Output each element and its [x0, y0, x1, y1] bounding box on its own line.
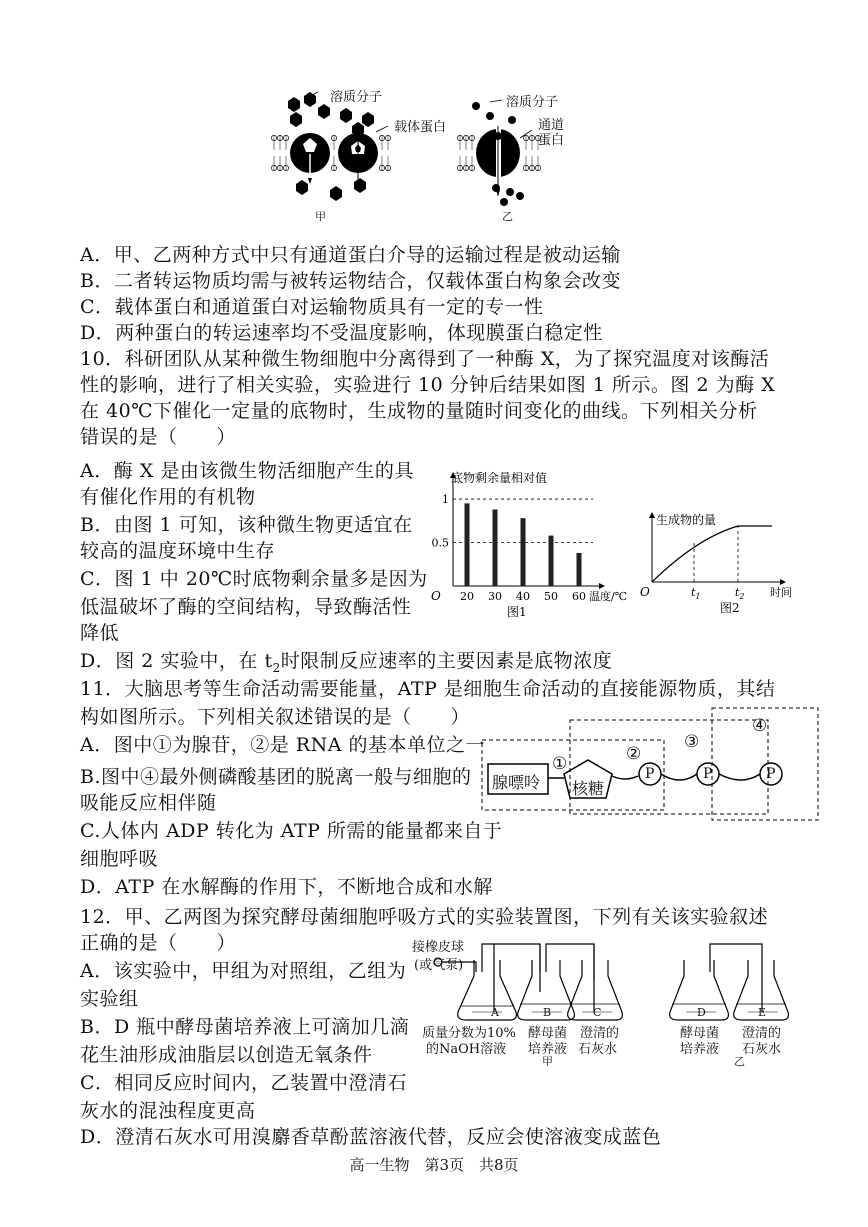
label-yi: 乙 — [502, 210, 513, 223]
atp-marker-2: ② — [626, 744, 642, 764]
q11-option-d: D．ATP 在水解酶的作用下，不断地合成和水解 — [80, 876, 493, 898]
fig1-bar — [577, 553, 582, 586]
q11-option-a: A．图中①为腺苷，②是 RNA 的基本单位之一 — [80, 734, 485, 756]
q10-option-c-3: 降低 — [80, 622, 120, 644]
q12-option-a-1: A．该实验中，甲组为对照组，乙组为 — [80, 960, 407, 982]
q12-stem-2: 正确的是（ ） — [80, 932, 237, 954]
atp-adenine-label: 腺嘌呤 — [492, 773, 541, 792]
q11-option-b-1: B.图中④最外侧磷酸基团的脱离一般与细胞的 — [80, 766, 472, 788]
q12-option-c-2: 灰水的混浊程度更高 — [80, 1100, 256, 1122]
fig1-x-tick-label: 30 — [488, 590, 502, 603]
q11-option-c-2: 细胞呼吸 — [80, 848, 159, 870]
figure-2-chart — [640, 510, 800, 620]
atp-marker-3: ③ — [684, 732, 700, 752]
figure-1-chart — [425, 468, 628, 619]
label-channel-1: 通道 — [538, 118, 565, 133]
fig2-x-tick-t1: $t_1$ — [691, 586, 701, 601]
q10-option-d-post: 时限制反应速率的主要因素是底物浓度 — [280, 650, 613, 672]
q10-option-a-1: A．酶 X 是由该微生物活细胞产生的具 — [80, 460, 414, 482]
q11-stem-1: 11．大脑思考等生命活动需要能量，ATP 是细胞生命活动的直接能源物质，其结 — [80, 678, 776, 700]
flask-d-label-1: 酵母菌 — [680, 1026, 720, 1041]
flask-b-label-1: 酵母菌 — [528, 1026, 568, 1041]
fig1-y-tick-label: 0.5 — [431, 536, 449, 550]
q9-option-a: A．甲、乙两种方式中只有通道蛋白介导的运输过程是被动运输 — [80, 244, 621, 266]
yeast-apparatus-figure — [412, 932, 792, 1072]
q10-option-d-pre: D．图 2 实验中，在 t — [80, 650, 273, 672]
q12-stem-1: 12．甲、乙两图为探究酵母菌细胞呼吸方式的实验装置图，下列有关该实验叙述 — [80, 906, 769, 928]
q12-option-b-2: 花生油形成油脂层以创造无氧条件 — [80, 1044, 373, 1066]
fig1-bar — [465, 503, 470, 586]
flask-d-letter: D — [697, 1006, 706, 1019]
q10-option-a-2: 有催化作用的有机物 — [80, 486, 256, 508]
q10-option-b-2: 较高的温度环境中生存 — [80, 540, 276, 562]
fig2-y-axis-label: 生成物的量 — [656, 513, 717, 527]
label-solute-jia: 溶质分子 — [330, 90, 383, 105]
q11-stem-2: 构如图所示。下列相关叙述错误的是（ ） — [80, 706, 471, 728]
fig1-bar — [521, 518, 526, 586]
fig2-title: 图2 — [720, 601, 740, 615]
flask-a-label-1: 质量分数为10% — [422, 1026, 516, 1041]
q10-stem-1: 10．科研团队从某种微生物细胞中分离得到了一种酶 X，为了探究温度对该酶活 — [80, 348, 770, 370]
q9-option-b: B．二者转运物质均需与被转运物结合，仅载体蛋白构象会改变 — [80, 270, 621, 292]
atp-ribose-label: 核糖 — [572, 779, 605, 798]
flask-c-letter: C — [593, 1006, 602, 1019]
atp-phosphate-3: P — [766, 766, 776, 782]
fig1-bar — [493, 509, 498, 586]
fig2-x-axis-label: 时间 — [770, 586, 792, 599]
flask-a-letter: A — [491, 1006, 499, 1019]
flask-e-label-2: 石灰水 — [742, 1042, 782, 1057]
flask-b-label-2: 培养液 — [528, 1042, 568, 1057]
fig1-y-tick-label: 1 — [442, 493, 449, 507]
label-carrier-protein: 载体蛋白 — [394, 120, 447, 135]
q12-option-c-1: C．相同反应时间内，乙装置中澄清石 — [80, 1072, 408, 1094]
q11-option-c-1: C.人体内 ADP 转化为 ATP 所需的能量都来自于 — [80, 820, 503, 842]
fig2-x-arrow — [780, 579, 786, 585]
flask-e-letter: E — [758, 1006, 767, 1019]
q9-option-c: C．载体蛋白和通道蛋白对运输物质具有一定的专一性 — [80, 296, 544, 318]
q9-option-d: D．两种蛋白的转运速率均不受温度影响，体现膜蛋白稳定性 — [80, 322, 603, 344]
q10-stem-2: 性的影响，进行了相关实验，实验进行 10 分钟后结果如图 1 所示。图 2 为酶 X — [80, 374, 776, 396]
fig1-x-tick-label: 50 — [544, 590, 558, 603]
fig1-bar — [549, 536, 554, 586]
q10-stem-3: 在 40℃下催化一定量的底物时，生成物的量随时间变化的曲线。下列相关分析 — [80, 400, 758, 422]
flask-c-label-2: 石灰水 — [578, 1042, 618, 1057]
flask-d-label-2: 培养液 — [680, 1042, 720, 1057]
q10-option-d-sub: 2 — [272, 660, 281, 675]
label-solute-yi: 溶质分子 — [506, 95, 559, 110]
q12-option-d: D．澄清石灰水可用溴麝香草酚蓝溶液代替，反应会使溶液变成蓝色 — [80, 1126, 662, 1148]
q10-stem-4: 错误的是（ ） — [80, 426, 237, 448]
fig1-x-tick-label: 20 — [460, 590, 474, 603]
flask-e-label-1: 澄清的 — [742, 1026, 782, 1041]
fig2-curve — [652, 526, 772, 582]
q10-option-b-1: B．由图 1 可知，该种微生物更适宜在 — [80, 514, 413, 536]
q11-option-b-2: 吸能反应相伴随 — [80, 792, 217, 814]
bulb-label-2: (或气泵) — [414, 958, 464, 973]
fig1-y-axis-label: 底物剩余量相对值 — [451, 471, 548, 485]
fig1-x-tick-label: 40 — [516, 590, 530, 603]
fig2-y-arrow — [649, 512, 655, 518]
q12-option-b-1: B．D 瓶中酵母菌培养液上可滴加几滴 — [80, 1016, 410, 1038]
q10-option-c-2: 低温破坏了酶的空间结构，导致酶活性 — [80, 596, 412, 618]
apparatus-jia-label: 甲 — [542, 1055, 553, 1068]
membrane-figure — [270, 86, 600, 226]
atp-marker-1: ① — [552, 754, 568, 774]
fig2-origin-label: O — [640, 585, 650, 599]
page-footer: 高一生物 第3页 共8页 — [349, 1156, 519, 1174]
apparatus-yi-label: 乙 — [734, 1055, 745, 1068]
q12-option-a-2: 实验组 — [80, 988, 139, 1010]
atp-phosphate-2: P — [703, 766, 713, 782]
fig1-origin-label: O — [431, 589, 441, 603]
flask-a-label-2: 的NaOH溶液 — [426, 1042, 507, 1057]
fig1-x-arrow — [599, 583, 605, 589]
label-channel-2: 蛋白 — [538, 133, 565, 148]
atp-structure-figure — [480, 706, 820, 826]
atp-marker-4: ④ — [752, 716, 768, 736]
flask-b-letter: B — [543, 1006, 552, 1019]
q10-option-c-1: C．图 1 中 20℃时底物剩余量多是因为 — [80, 568, 428, 590]
fig1-x-axis-label: 温度/℃ — [589, 590, 628, 603]
bulb-label-1: 接橡皮球 — [412, 940, 465, 955]
fig2-x-tick-t2: $t_2$ — [735, 586, 745, 601]
fig1-title: 图1 — [507, 605, 527, 619]
atp-phosphate-1: P — [645, 766, 655, 782]
fig1-x-tick-label: 60 — [572, 590, 586, 603]
flask-c-label-1: 澄清的 — [580, 1026, 620, 1041]
label-jia: 甲 — [315, 210, 326, 223]
